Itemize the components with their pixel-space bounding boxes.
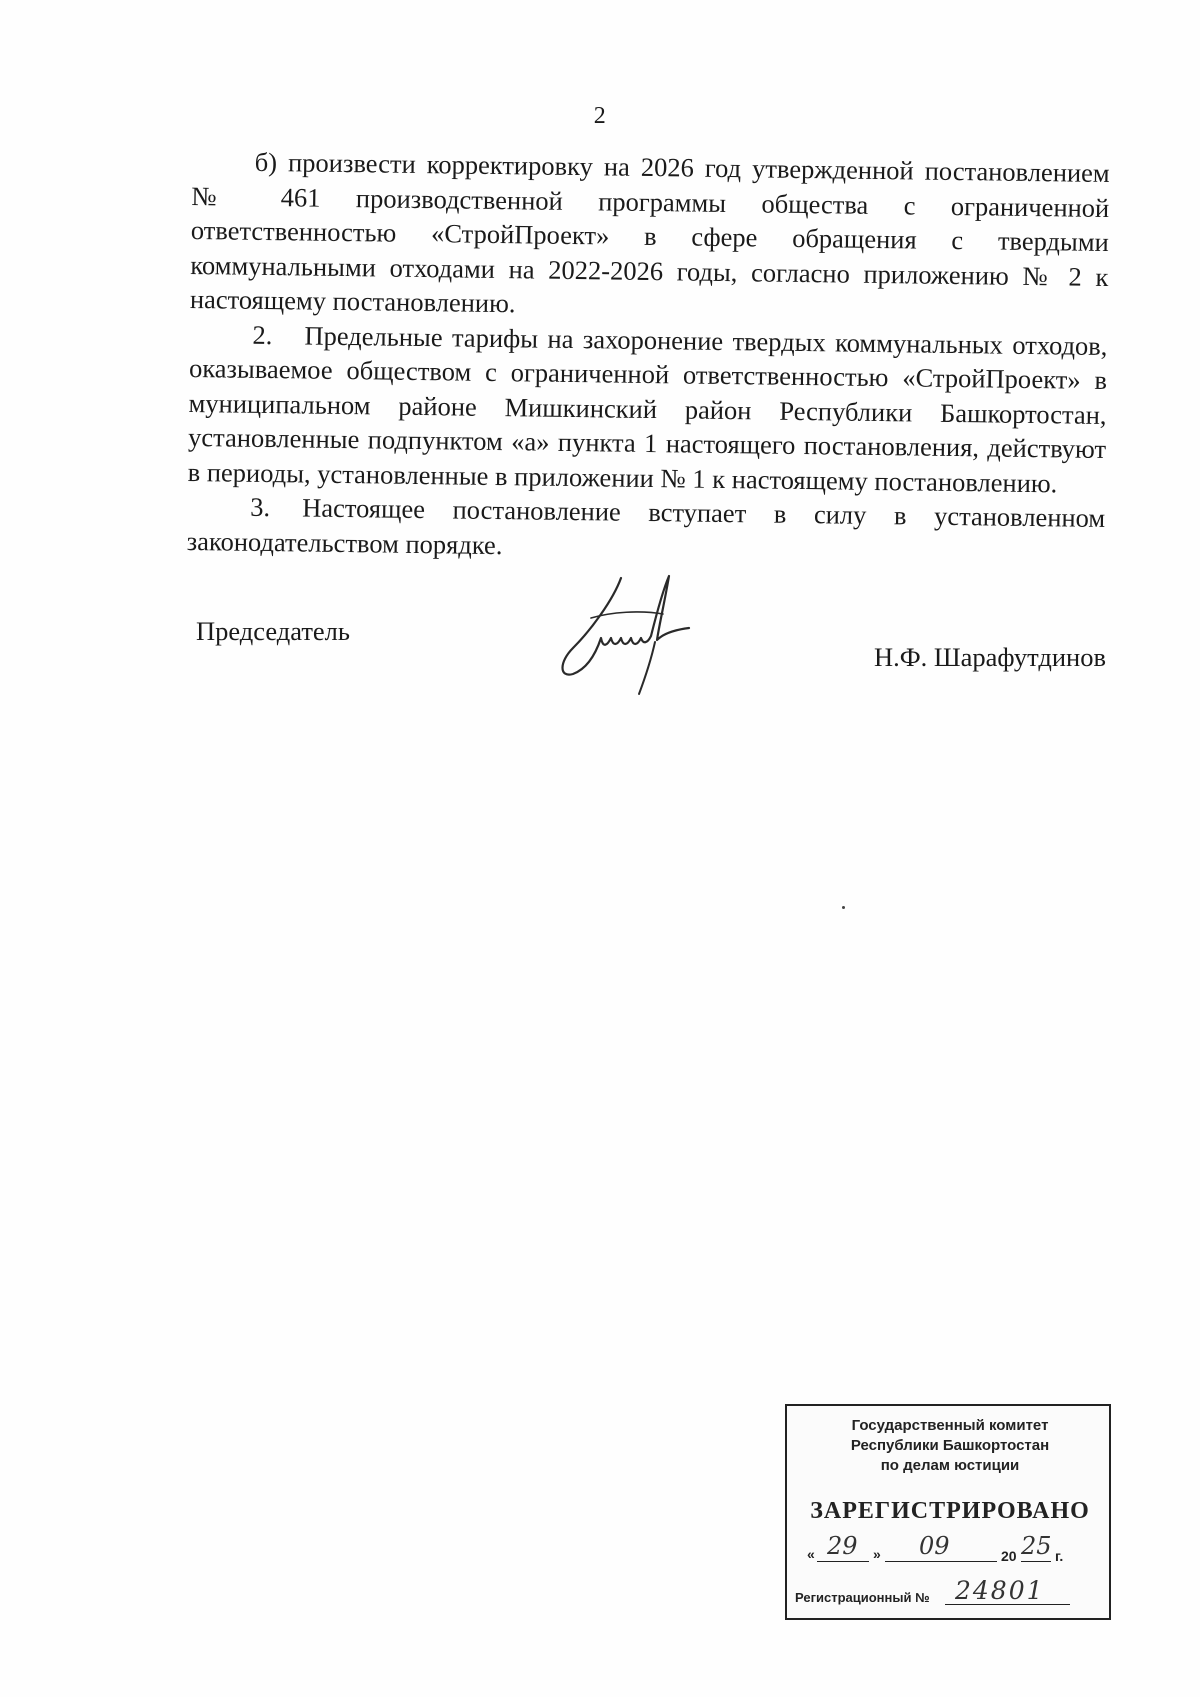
stamp-date-open-quote: « bbox=[807, 1546, 815, 1562]
paragraph-3 bbox=[187, 489, 1106, 570]
stamp-day-underline bbox=[817, 1561, 869, 1562]
stamp-authority-line-2: Республики Башкортостан bbox=[850, 1437, 1050, 1454]
signature-block bbox=[196, 612, 1106, 722]
stamp-date-close-quote: » bbox=[873, 1546, 881, 1562]
stamp-date-year-unit: г. bbox=[1055, 1548, 1064, 1564]
stamp-date-month: 09 bbox=[919, 1532, 950, 1560]
signatory-title: Председатель bbox=[196, 616, 350, 646]
stamp-date-year: 25 bbox=[1021, 1532, 1052, 1560]
paragraph-3-text: Настоящее постановление вступает в силу в установленном законодательством порядке. bbox=[186, 492, 1106, 560]
document-body bbox=[187, 144, 1110, 570]
paragraph-2-text: Предельные тарифы на захоронение твердых коммунальных отходов, оказываемое обществом с ограниченной ответственностью «СтройПроект» в муниципальном районе Мишкинский район Республики Башкортостан, установленные подпунктом «а» пункта 1 настоящего постановления, действуют в периоды, установленные в приложении № 1 к настоящему постановлению. bbox=[187, 319, 1108, 498]
stamp-date bbox=[807, 1532, 1107, 1570]
stamp-month-underline bbox=[885, 1561, 997, 1562]
stamp-date-day: 29 bbox=[827, 1532, 858, 1560]
stamp-authority-line-1: Государственный комитет bbox=[851, 1417, 1049, 1434]
stamp-authority-line-3: по делам юстиции bbox=[880, 1457, 1020, 1474]
stamp-regno-value: 24801 bbox=[955, 1576, 1045, 1605]
stamp-regno-label: Регистрационный № bbox=[795, 1590, 930, 1605]
paragraph-2-number: 2. bbox=[252, 319, 273, 350]
stamp-registered-label: ЗАРЕГИСТРИРОВАНО bbox=[810, 1498, 1090, 1524]
signatory-name: Н.Ф. Шарафутдинов bbox=[873, 642, 1106, 672]
registration-stamp bbox=[785, 1404, 1111, 1620]
scan-speck bbox=[842, 906, 845, 909]
stamp-year-underline bbox=[1021, 1561, 1051, 1562]
page-number: 2 bbox=[593, 103, 607, 129]
paragraph-2 bbox=[187, 316, 1107, 501]
handwritten-signature bbox=[551, 570, 711, 700]
stamp-registration-number bbox=[795, 1576, 1105, 1612]
stamp-date-year-prefix: 20 bbox=[1001, 1548, 1017, 1564]
paragraph-1b: б) произвести корректировку на 2026 год утвержденной постановлением № 461 производственной программы общества с ограниченной ответственностью «СтройПроект» в сфере обращения с твердыми коммунальными отходами на 2022-2026 годы, согласно приложению № 2 к настоящему постановлению. bbox=[189, 146, 1110, 319]
paragraph-3-number: 3. bbox=[250, 491, 271, 523]
